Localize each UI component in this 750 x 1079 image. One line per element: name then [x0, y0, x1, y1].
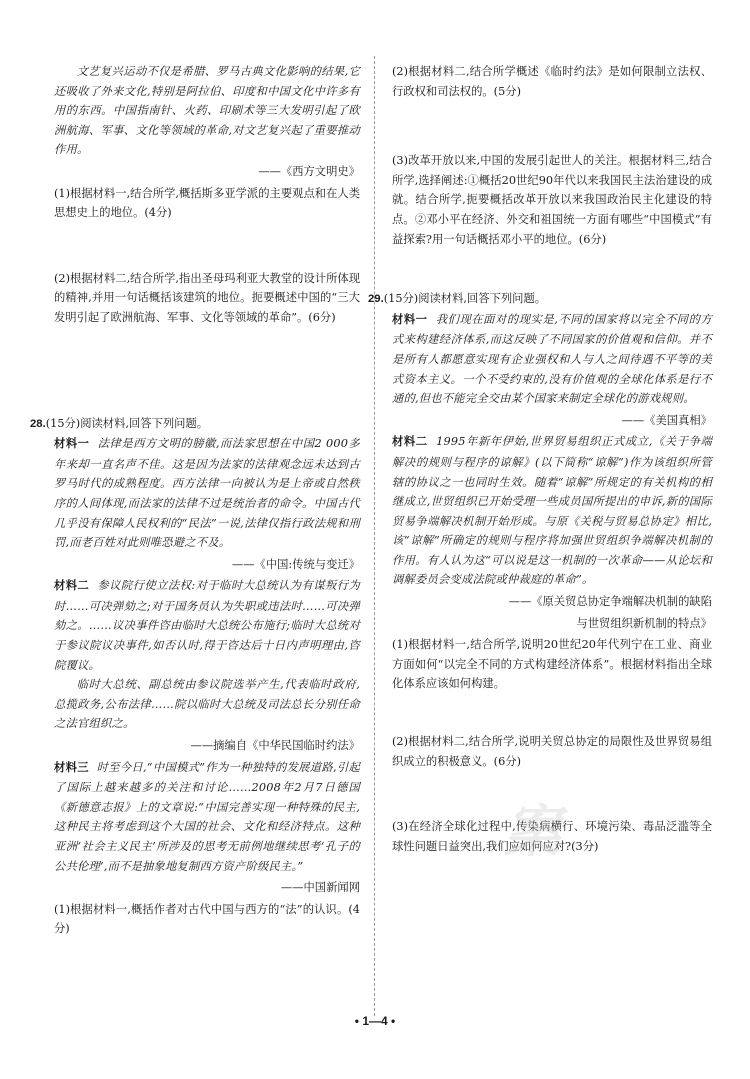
question-28-number: 28. [30, 417, 46, 430]
question-29-2: (2)根据材料二,结合所学,说明关贸总协定的局限性及世界贸易组织成立的积极意义。(6分) [392, 735, 712, 768]
intro-material: 文艺复兴运动不仅是希腊、罗马古典文化影响的结果,它还吸收了外来文化,特别是阿拉伯、印度和中国文化中许多有用的东西。中国指南针、火药、印刷术等三大发明引起了欧洲航海、军事、文化等领域的革命,对文艺复兴起了重要推动作用。 [54, 65, 360, 157]
material-28-1 [54, 434, 360, 553]
material-29-2-source-line1: ——《原关贸总协定争端解决机制的缺陷 [508, 595, 712, 609]
page-number: • 1—4 • [354, 1014, 396, 1028]
watermark-text: 案 [504, 800, 560, 863]
material-text: 我们现在面对的现实是,不同的国家将以完全不同的方式来构建经济体系,而这反映了不同国家的价值观和信仰。并不是所有人都愿意实现有企业强权和人与人之间待遇不平等的美式资本主义。一个不受约束的,没有价值观的全球化体系是行不通的,但也不能完全交由某个国家来制定全球化的游戏规则。 [392, 312, 712, 406]
question-28-1: (1)根据材料一,概括作者对古代中国与西方的“法”的认识。(4分) [54, 902, 360, 936]
column-divider [374, 56, 375, 1016]
material-28-2 [54, 576, 360, 675]
material-28-3 [54, 758, 360, 877]
material-28-2-continued: 临时大总统、副总统由参议院选举产生,代表临时政府,总揽政务,公布法律……院以临时大总统及司法总长分别任命之法官组织之。 [54, 678, 360, 731]
question-27-2: (2)根据材料二,结合所学,指出圣母玛利亚大教堂的设计所体现的精神,并用一句话概括该建筑的地位。扼要概述中国的“三大发明引起了欧洲航海、军事、文化等领域的革命”。(6分) [54, 271, 360, 324]
material-28-3-source: ——中国新闻网 [280, 881, 360, 895]
material-label: 材料二 [54, 580, 90, 593]
material-text: 1995年新年伊始,世界贸易组织正式成立,《关于争端解决的规则与程序的谅解》(以下简称“谅解”)作为该组织所管辖的协议之一也同时生效。随着“谅解”所规定的有关机构的相继成立,世贸组织已开始受理一些成员国所提出的申诉,新的国际贸易争端解决机制开始形成。与原《关税与贸易总协定》相比,该“谅解”所确定的规则与程序将加强世贸组织争端解决机制的作用。有人认为这“可以说是这一机制的一次革命——从论坛和调解委员会变成法院或仲裁庭的革命”。 [392, 435, 712, 587]
question-28-2: (2)根据材料二,结合所学概述《临时约法》是如何限制立法权、行政权和司法权的。(5分) [392, 65, 712, 98]
material-label: 材料三 [54, 761, 89, 774]
material-29-1 [392, 310, 712, 409]
question-27-1: (1)根据材料一,结合所学,概括斯多亚学派的主要观点和在人类思想史上的地位。(4分) [54, 186, 360, 220]
right-column [368, 62, 712, 856]
question-28-header [30, 414, 360, 435]
material-label: 材料一 [392, 313, 428, 326]
question-29-number: 29. [368, 293, 384, 306]
material-29-1-source: ——《美国真相》 [621, 413, 712, 427]
material-28-2-source: ——摘编自《中华民国临时约法》 [190, 739, 360, 753]
material-text: 时至今日,“中国模式”作为一种独特的发展道路,引起了国际上越来越多的关注和讨论……2008年2月7日德国《新德意志报》上的文章说:“中国完善实现一种特殊的民主,这种民主将考虑到这个大国的社会、文化和经济特点。这种亚洲‘社会主义民主’所涉及的思考无前例地继续思考‘孔子的公共伦理’,而不是抽象地复制西方资产阶级民主。” [54, 760, 360, 873]
material-29-2 [392, 432, 712, 590]
question-29-instruction: (15分)阅读材料,回答下列问题。 [383, 292, 547, 306]
question-29-header [368, 289, 712, 310]
question-29-3: (3)在经济全球化过程中,传染病横行、环境污染、毒品泛滥等全球性问题日益突出,我们应如何应对?(3分) [392, 820, 712, 853]
material-29-2-source-line2: 与世贸组织新机制的特点》 [576, 616, 712, 630]
intro-source: ——《西方文明史》 [258, 164, 360, 178]
left-column [30, 62, 360, 939]
question-28-instruction: (15分)阅读材料,回答下列问题。 [45, 416, 209, 430]
material-text: 参议院行使立法权:对于临时大总统认为有谋叛行为时……可决弹劾之;对于国务员认为失职或违法时……可决弹劾之。……议决事件咨由临时大总统公布施行;临时大总统对于参议院议决事件,如否认时,得于咨达后十日内声明理由,咨院覆议。 [54, 579, 360, 672]
material-label: 材料一 [54, 438, 90, 451]
material-28-1-source: ——《中国:传统与变迁》 [231, 557, 360, 571]
question-28-3: (3)改革开放以来,中国的发展引起世人的关注。根据材料三,结合所学,选择阐述:①概括20世纪90年代以来我国民主法治建设的成就。结合所学,扼要概括改革开放以来我国政治民主化建设的特点。②邓小平在经济、外交和祖国统一方面有哪些“中国模式”有益探索?用一句话概括邓小平的地位。(6分) [392, 154, 712, 246]
question-29-1: (1)根据材料一,结合所学,说明20世纪20年代列宁在工业、商业方面如何“以完全不同的方式构建经济体系”。根据材料指出全球化体系应该如何构建。 [392, 638, 712, 691]
material-text: 法律是西方文明的膀徽,而法家思想在中国2 000多年来却一直名声不佳。这是因为法家的法律观念远未达到古罗马时代的成熟程度。西方法律一向被认为是上帝或自然秩序的人间体现,而法家的法律不过是统治者的命令。中国古代几乎没有保障人民权利的“民法”一说,法律仅指行政法规和刑罚,而老百姓对此则唯恐避之不及。 [54, 437, 360, 550]
material-label: 材料二 [392, 436, 428, 449]
